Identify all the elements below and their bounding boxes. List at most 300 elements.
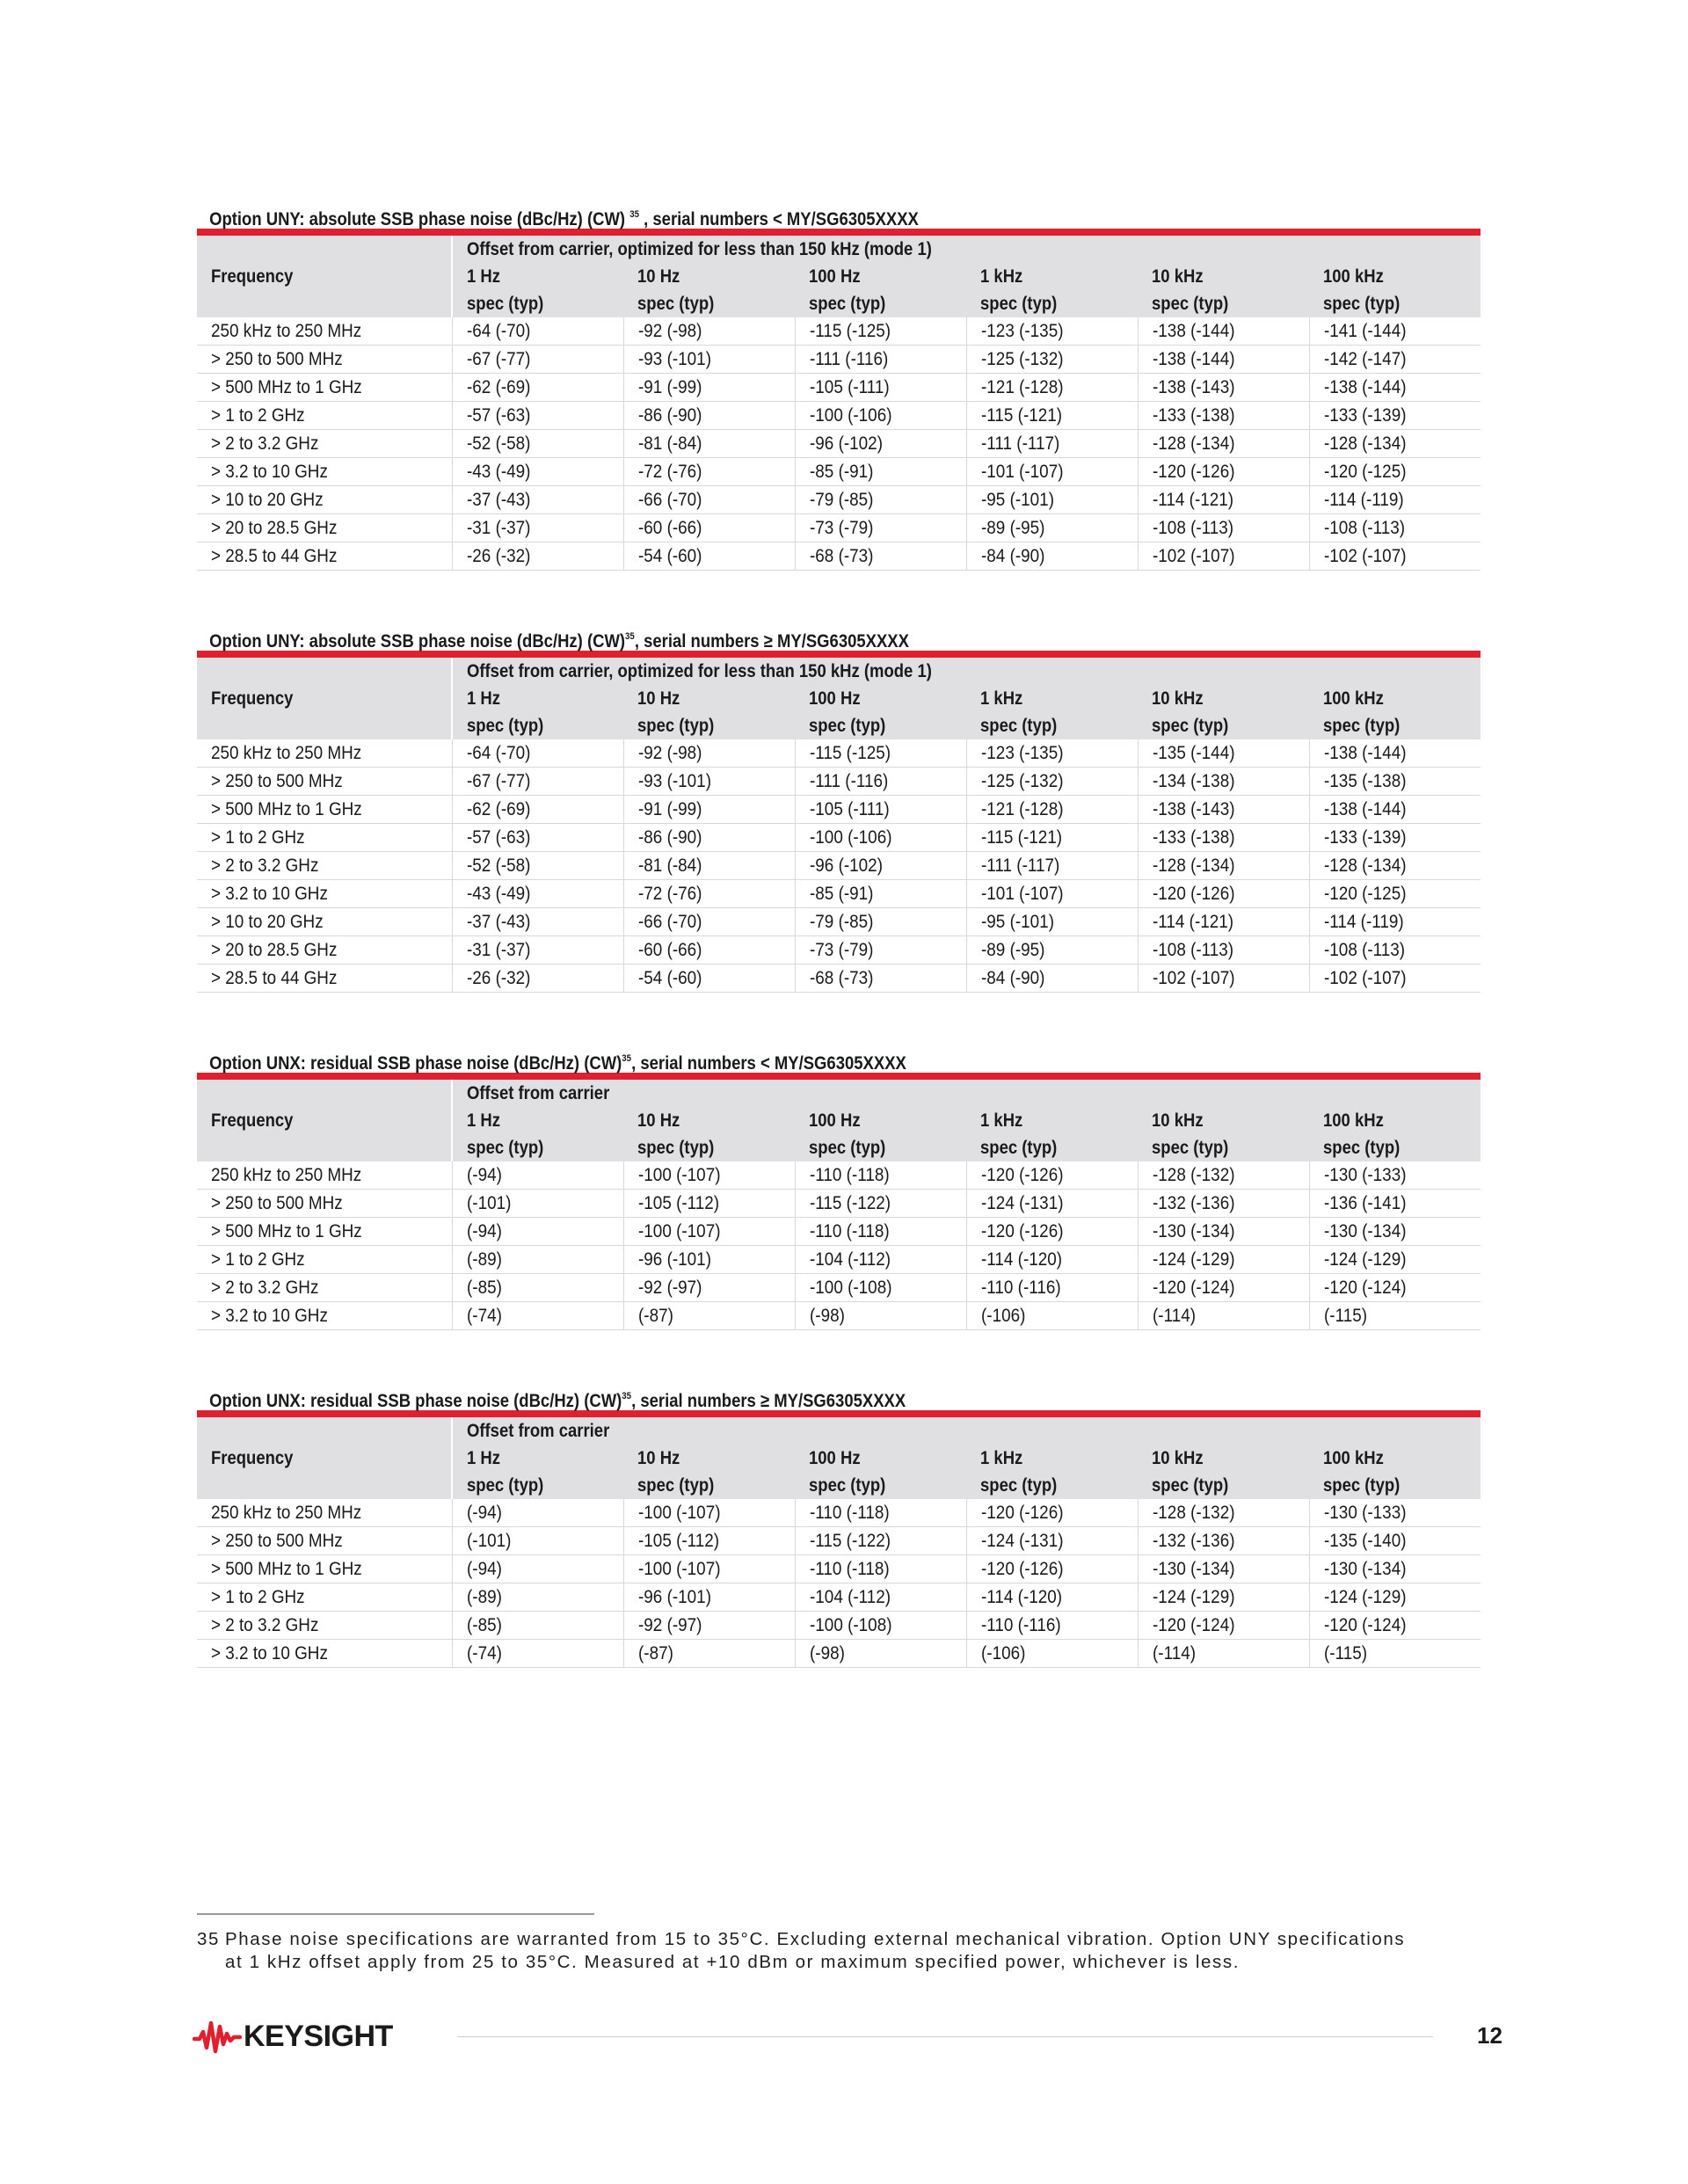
value-cell: -133 (-138) [1138, 402, 1309, 430]
value-cell: -123 (-135) [966, 739, 1138, 768]
table-title: Option UNX: residual SSB phase noise (dBc/Hz) (CW)$^{35}$, serial numbers ≥ MY/SG6305XXXX [209, 1391, 906, 1411]
value-cell: -31 (-37) [452, 514, 623, 542]
value-cell: (-115) [1309, 1302, 1481, 1330]
value-cell: -96 (-101) [623, 1246, 795, 1274]
value-cell: -110 (-116) [966, 1274, 1138, 1302]
frequency-cell: > 250 to 500 MHz [197, 1190, 452, 1218]
value-cell: -111 (-116) [795, 346, 966, 374]
offset-header: 1 Hz [452, 263, 623, 290]
table-row [197, 880, 1481, 908]
value-cell: -111 (-117) [966, 852, 1138, 880]
spec-typ-header: spec (typ) [1138, 290, 1309, 317]
value-cell: (-106) [966, 1640, 1138, 1668]
spec-typ-header: spec (typ) [966, 1134, 1138, 1161]
spec-typ-header: spec (typ) [623, 712, 795, 739]
frequency-cell: > 20 to 28.5 GHz [197, 936, 452, 965]
value-cell: -100 (-108) [795, 1612, 966, 1640]
value-cell: -138 (-144) [1309, 374, 1481, 402]
value-cell: -114 (-121) [1138, 486, 1309, 514]
value-cell: -142 (-147) [1309, 346, 1481, 374]
offset-header: 100 Hz [795, 263, 966, 290]
frequency-cell: > 1 to 2 GHz [197, 1583, 452, 1612]
offset-header: 1 kHz [966, 263, 1138, 290]
offset-header: 10 Hz [623, 1107, 795, 1134]
value-cell: -124 (-129) [1309, 1246, 1481, 1274]
offset-header: 100 kHz [1309, 263, 1481, 290]
spec-typ-header: spec (typ) [452, 1134, 623, 1161]
value-cell: (-87) [623, 1640, 795, 1668]
value-cell: (-94) [452, 1555, 623, 1583]
value-cell: -114 (-119) [1309, 908, 1481, 936]
value-cell: -134 (-138) [1138, 768, 1309, 796]
offset-header: 10 kHz [1138, 1445, 1309, 1472]
frequency-cell: > 10 to 20 GHz [197, 908, 452, 936]
table-row [197, 908, 1481, 936]
value-cell: -130 (-133) [1309, 1499, 1481, 1527]
value-cell: -114 (-120) [966, 1583, 1138, 1612]
value-cell: -54 (-60) [623, 542, 795, 571]
value-cell: -26 (-32) [452, 965, 623, 993]
offset-group-header: Offset from carrier, optimized for less than 150 kHz (mode 1) [452, 236, 1481, 263]
value-cell: -68 (-73) [795, 965, 966, 993]
frequency-cell: > 28.5 to 44 GHz [197, 542, 452, 571]
table-row [197, 542, 1481, 571]
table-row [197, 965, 1481, 993]
offset-header: 1 Hz [452, 1445, 623, 1472]
value-cell: -115 (-125) [795, 739, 966, 768]
value-cell: (-94) [452, 1499, 623, 1527]
value-cell: -26 (-32) [452, 542, 623, 571]
table-row [197, 1218, 1481, 1246]
value-cell: -115 (-121) [966, 402, 1138, 430]
offset-header: 100 Hz [795, 1445, 966, 1472]
value-cell: -121 (-128) [966, 374, 1138, 402]
value-cell: -66 (-70) [623, 908, 795, 936]
value-cell: -135 (-140) [1309, 1527, 1481, 1555]
value-cell: -60 (-66) [623, 936, 795, 965]
value-cell: -120 (-126) [966, 1161, 1138, 1190]
value-cell: -138 (-144) [1138, 346, 1309, 374]
table-row [197, 374, 1481, 402]
spec-typ-header: spec (typ) [795, 712, 966, 739]
value-cell: -86 (-90) [623, 402, 795, 430]
frequency-cell: > 3.2 to 10 GHz [197, 458, 452, 486]
value-cell: (-98) [795, 1640, 966, 1668]
value-cell: -123 (-135) [966, 317, 1138, 346]
value-cell: (-85) [452, 1274, 623, 1302]
value-cell: -60 (-66) [623, 514, 795, 542]
value-cell: -104 (-112) [795, 1583, 966, 1612]
spec-typ-header: spec (typ) [966, 290, 1138, 317]
table-row [197, 1246, 1481, 1274]
value-cell: -31 (-37) [452, 936, 623, 965]
value-cell: -138 (-143) [1138, 374, 1309, 402]
value-cell: -120 (-124) [1138, 1612, 1309, 1640]
value-cell: -101 (-107) [966, 880, 1138, 908]
value-cell: -54 (-60) [623, 965, 795, 993]
offset-header: 10 Hz [623, 1445, 795, 1472]
title-rule [197, 1410, 1481, 1417]
frequency-cell: > 500 MHz to 1 GHz [197, 374, 452, 402]
value-cell: -89 (-95) [966, 936, 1138, 965]
value-cell: -110 (-118) [795, 1161, 966, 1190]
table-row [197, 936, 1481, 965]
value-cell: -120 (-124) [1309, 1274, 1481, 1302]
frequency-cell: > 2 to 3.2 GHz [197, 852, 452, 880]
spec-typ-header: spec (typ) [1309, 290, 1481, 317]
value-cell: -133 (-139) [1309, 824, 1481, 852]
value-cell: -72 (-76) [623, 458, 795, 486]
value-cell: (-85) [452, 1612, 623, 1640]
spec-typ-header: spec (typ) [795, 1134, 966, 1161]
value-cell: -120 (-125) [1309, 458, 1481, 486]
spec-table-section [197, 1045, 1481, 1330]
value-cell: (-98) [795, 1302, 966, 1330]
title-rule [197, 651, 1481, 658]
value-cell: -43 (-49) [452, 458, 623, 486]
value-cell: -52 (-58) [452, 852, 623, 880]
value-cell: -136 (-141) [1309, 1190, 1481, 1218]
spec-typ-header: spec (typ) [623, 1134, 795, 1161]
title-rule [197, 1073, 1481, 1080]
value-cell: -102 (-107) [1138, 965, 1309, 993]
offset-header: 10 kHz [1138, 1107, 1309, 1134]
residual-noise-table [197, 1080, 1481, 1330]
logo-wordmark: KEYSIGHT [244, 2019, 393, 2053]
spec-typ-header: spec (typ) [795, 1472, 966, 1499]
frequency-cell: > 3.2 to 10 GHz [197, 1302, 452, 1330]
value-cell: -100 (-107) [623, 1499, 795, 1527]
value-cell: -108 (-113) [1309, 936, 1481, 965]
value-cell: -105 (-111) [795, 374, 966, 402]
value-cell: -57 (-63) [452, 824, 623, 852]
value-cell: -120 (-126) [966, 1555, 1138, 1583]
value-cell: -79 (-85) [795, 908, 966, 936]
value-cell: -84 (-90) [966, 965, 1138, 993]
spec-typ-header: spec (typ) [795, 290, 966, 317]
table-row [197, 824, 1481, 852]
value-cell: -95 (-101) [966, 486, 1138, 514]
value-cell: -120 (-126) [966, 1499, 1138, 1527]
spec-typ-header: spec (typ) [452, 290, 623, 317]
value-cell: -105 (-112) [623, 1190, 795, 1218]
value-cell: -93 (-101) [623, 346, 795, 374]
value-cell: -135 (-144) [1138, 739, 1309, 768]
offset-header: 1 kHz [966, 1445, 1138, 1472]
table-row [197, 1555, 1481, 1583]
value-cell: -135 (-138) [1309, 768, 1481, 796]
value-cell: -114 (-120) [966, 1246, 1138, 1274]
spec-typ-header: spec (typ) [623, 1472, 795, 1499]
frequency-cell: > 3.2 to 10 GHz [197, 1640, 452, 1668]
value-cell: -81 (-84) [623, 430, 795, 458]
offset-header: 1 kHz [966, 685, 1138, 712]
value-cell: -66 (-70) [623, 486, 795, 514]
frequency-cell: > 1 to 2 GHz [197, 1246, 452, 1274]
residual-noise-table [197, 1417, 1481, 1668]
value-cell: (-115) [1309, 1640, 1481, 1668]
footnote-number: 35 [197, 1929, 221, 1949]
value-cell: -108 (-113) [1138, 514, 1309, 542]
table-title: Option UNY: absolute SSB phase noise (dBc/Hz) (CW)$^{35}$, serial numbers ≥ MY/SG6305XXXX [209, 631, 909, 652]
value-cell: -124 (-131) [966, 1190, 1138, 1218]
value-cell: (-74) [452, 1640, 623, 1668]
keysight-wave-icon [193, 2018, 242, 2055]
offset-header: 1 kHz [966, 1107, 1138, 1134]
value-cell: -92 (-97) [623, 1612, 795, 1640]
value-cell: -57 (-63) [452, 402, 623, 430]
offset-group-header: Offset from carrier [452, 1080, 1481, 1107]
value-cell: -105 (-112) [623, 1527, 795, 1555]
value-cell: -86 (-90) [623, 824, 795, 852]
value-cell: -111 (-117) [966, 430, 1138, 458]
table-row [197, 796, 1481, 824]
frequency-cell: 250 kHz to 250 MHz [197, 739, 452, 768]
value-cell: -138 (-144) [1309, 796, 1481, 824]
table-row [197, 1499, 1481, 1527]
value-cell: -96 (-102) [795, 430, 966, 458]
value-cell: (-74) [452, 1302, 623, 1330]
value-cell: -124 (-131) [966, 1527, 1138, 1555]
value-cell: -130 (-134) [1309, 1218, 1481, 1246]
value-cell: -124 (-129) [1138, 1583, 1309, 1612]
spec-table-section [197, 1382, 1481, 1668]
frequency-cell: > 250 to 500 MHz [197, 1527, 452, 1555]
table-row [197, 1612, 1481, 1640]
value-cell: -37 (-43) [452, 908, 623, 936]
value-cell: (-94) [452, 1218, 623, 1246]
value-cell: -92 (-98) [623, 317, 795, 346]
frequency-cell: > 28.5 to 44 GHz [197, 965, 452, 993]
value-cell: -125 (-132) [966, 768, 1138, 796]
value-cell: -62 (-69) [452, 796, 623, 824]
value-cell: -96 (-102) [795, 852, 966, 880]
frequency-cell: > 500 MHz to 1 GHz [197, 1218, 452, 1246]
value-cell: -115 (-122) [795, 1190, 966, 1218]
table-row [197, 739, 1481, 768]
value-cell: -111 (-116) [795, 768, 966, 796]
value-cell: -128 (-134) [1309, 430, 1481, 458]
value-cell: -102 (-107) [1309, 965, 1481, 993]
value-cell: -89 (-95) [966, 514, 1138, 542]
frequency-cell: > 1 to 2 GHz [197, 824, 452, 852]
value-cell: (-89) [452, 1583, 623, 1612]
title-rule [197, 229, 1481, 236]
value-cell: -104 (-112) [795, 1246, 966, 1274]
table-row [197, 317, 1481, 346]
value-cell: (-101) [452, 1190, 623, 1218]
spec-typ-header: spec (typ) [1309, 712, 1481, 739]
value-cell: -81 (-84) [623, 852, 795, 880]
frequency-cell: > 10 to 20 GHz [197, 486, 452, 514]
frequency-cell: > 250 to 500 MHz [197, 768, 452, 796]
offset-header: 10 kHz [1138, 263, 1309, 290]
frequency-cell: > 250 to 500 MHz [197, 346, 452, 374]
value-cell: -96 (-101) [623, 1583, 795, 1612]
phase-noise-table [197, 658, 1481, 993]
table-row [197, 1161, 1481, 1190]
value-cell: -64 (-70) [452, 317, 623, 346]
value-cell: -138 (-144) [1138, 317, 1309, 346]
frequency-header: Frequency [197, 236, 452, 317]
offset-header: 100 kHz [1309, 1445, 1481, 1472]
value-cell: -114 (-121) [1138, 908, 1309, 936]
value-cell: (-89) [452, 1246, 623, 1274]
value-cell: (-114) [1138, 1302, 1309, 1330]
value-cell: -73 (-79) [795, 514, 966, 542]
frequency-cell: > 500 MHz to 1 GHz [197, 1555, 452, 1583]
value-cell: -84 (-90) [966, 542, 1138, 571]
value-cell: -120 (-124) [1138, 1274, 1309, 1302]
value-cell: -100 (-107) [623, 1218, 795, 1246]
offset-header: 100 Hz [795, 1107, 966, 1134]
frequency-header: Frequency [197, 658, 452, 739]
spec-typ-header: spec (typ) [623, 290, 795, 317]
value-cell: -130 (-134) [1138, 1555, 1309, 1583]
value-cell: -132 (-136) [1138, 1527, 1309, 1555]
value-cell: -100 (-106) [795, 824, 966, 852]
offset-header: 10 kHz [1138, 685, 1309, 712]
frequency-cell: 250 kHz to 250 MHz [197, 317, 452, 346]
value-cell: -120 (-126) [1138, 880, 1309, 908]
value-cell: -100 (-106) [795, 402, 966, 430]
table-row [197, 1640, 1481, 1668]
value-cell: (-106) [966, 1302, 1138, 1330]
table-row [197, 458, 1481, 486]
frequency-header: Frequency [197, 1417, 452, 1499]
keysight-logo [193, 2016, 393, 2057]
footer-rule [457, 2036, 1433, 2037]
value-cell: -124 (-129) [1138, 1246, 1309, 1274]
offset-group-header: Offset from carrier [452, 1417, 1481, 1445]
offset-header: 100 kHz [1309, 685, 1481, 712]
page-number: 12 [1477, 2022, 1502, 2049]
value-cell: -85 (-91) [795, 880, 966, 908]
spec-typ-header: spec (typ) [966, 712, 1138, 739]
table-row [197, 486, 1481, 514]
frequency-cell: 250 kHz to 250 MHz [197, 1161, 452, 1190]
value-cell: -110 (-116) [966, 1612, 1138, 1640]
spec-table-section [197, 622, 1481, 993]
value-cell: -100 (-107) [623, 1555, 795, 1583]
value-cell: -92 (-97) [623, 1274, 795, 1302]
spec-table-section [197, 200, 1481, 571]
offset-header: 10 Hz [623, 263, 795, 290]
value-cell: -100 (-107) [623, 1161, 795, 1190]
value-cell: -105 (-111) [795, 796, 966, 824]
table-row [197, 430, 1481, 458]
frequency-cell: > 2 to 3.2 GHz [197, 1612, 452, 1640]
value-cell: -141 (-144) [1309, 317, 1481, 346]
table-row [197, 1190, 1481, 1218]
value-cell: -115 (-125) [795, 317, 966, 346]
value-cell: -110 (-118) [795, 1555, 966, 1583]
value-cell: -108 (-113) [1309, 514, 1481, 542]
value-cell: -67 (-77) [452, 346, 623, 374]
offset-header: 10 Hz [623, 685, 795, 712]
value-cell: -102 (-107) [1309, 542, 1481, 571]
spec-typ-header: spec (typ) [452, 712, 623, 739]
table-row [197, 402, 1481, 430]
spec-typ-header: spec (typ) [1138, 712, 1309, 739]
value-cell: -120 (-126) [966, 1218, 1138, 1246]
value-cell: -91 (-99) [623, 796, 795, 824]
value-cell: -92 (-98) [623, 739, 795, 768]
value-cell: -100 (-108) [795, 1274, 966, 1302]
table-row [197, 768, 1481, 796]
offset-header: 100 kHz [1309, 1107, 1481, 1134]
value-cell: -37 (-43) [452, 486, 623, 514]
table-title: Option UNY: absolute SSB phase noise (dBc/Hz) (CW) $^{35}$ , serial numbers < MY/SG6305XXXX [209, 209, 919, 229]
value-cell: -64 (-70) [452, 739, 623, 768]
frequency-cell: > 2 to 3.2 GHz [197, 430, 452, 458]
value-cell: -85 (-91) [795, 458, 966, 486]
value-cell: (-94) [452, 1161, 623, 1190]
spec-typ-header: spec (typ) [1309, 1472, 1481, 1499]
footnote-separator [197, 1913, 594, 1915]
spec-typ-header: spec (typ) [1309, 1134, 1481, 1161]
offset-header: 100 Hz [795, 685, 966, 712]
spec-typ-header: spec (typ) [966, 1472, 1138, 1499]
table-row [197, 1583, 1481, 1612]
frequency-cell: > 500 MHz to 1 GHz [197, 796, 452, 824]
spec-typ-header: spec (typ) [1138, 1472, 1309, 1499]
frequency-cell: 250 kHz to 250 MHz [197, 1499, 452, 1527]
frequency-cell: > 2 to 3.2 GHz [197, 1274, 452, 1302]
value-cell: -62 (-69) [452, 374, 623, 402]
table-row [197, 852, 1481, 880]
value-cell: -125 (-132) [966, 346, 1138, 374]
frequency-cell: > 1 to 2 GHz [197, 402, 452, 430]
value-cell: -124 (-129) [1309, 1583, 1481, 1612]
value-cell: -114 (-119) [1309, 486, 1481, 514]
frequency-cell: > 20 to 28.5 GHz [197, 514, 452, 542]
value-cell: -115 (-122) [795, 1527, 966, 1555]
value-cell: -68 (-73) [795, 542, 966, 571]
table-row [197, 1527, 1481, 1555]
value-cell: -52 (-58) [452, 430, 623, 458]
value-cell: -43 (-49) [452, 880, 623, 908]
value-cell: -108 (-113) [1138, 936, 1309, 965]
value-cell: -120 (-126) [1138, 458, 1309, 486]
frequency-cell: > 3.2 to 10 GHz [197, 880, 452, 908]
value-cell: -110 (-118) [795, 1218, 966, 1246]
value-cell: -132 (-136) [1138, 1190, 1309, 1218]
offset-header: 1 Hz [452, 1107, 623, 1134]
value-cell: (-114) [1138, 1640, 1309, 1668]
value-cell: -110 (-118) [795, 1499, 966, 1527]
value-cell: (-101) [452, 1527, 623, 1555]
value-cell: -133 (-139) [1309, 402, 1481, 430]
value-cell: -128 (-134) [1309, 852, 1481, 880]
value-cell: -72 (-76) [623, 880, 795, 908]
phase-noise-table [197, 236, 1481, 571]
table-row [197, 1302, 1481, 1330]
value-cell: -130 (-134) [1309, 1555, 1481, 1583]
spec-typ-header: spec (typ) [1138, 1134, 1309, 1161]
spec-typ-header: spec (typ) [452, 1472, 623, 1499]
value-cell: -128 (-132) [1138, 1161, 1309, 1190]
value-cell: -101 (-107) [966, 458, 1138, 486]
value-cell: -130 (-134) [1138, 1218, 1309, 1246]
value-cell: -138 (-144) [1309, 739, 1481, 768]
value-cell: -128 (-134) [1138, 852, 1309, 880]
value-cell: -120 (-125) [1309, 880, 1481, 908]
value-cell: -133 (-138) [1138, 824, 1309, 852]
value-cell: -95 (-101) [966, 908, 1138, 936]
value-cell: -67 (-77) [452, 768, 623, 796]
table-row [197, 1274, 1481, 1302]
